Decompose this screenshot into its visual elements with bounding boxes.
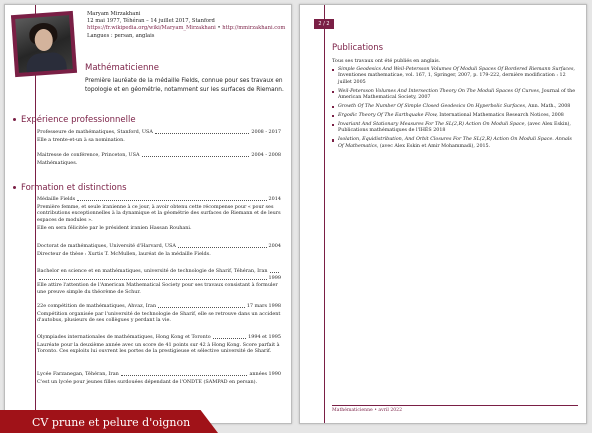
list-item: Isolation, Equidistribution, And Orbit Closures For The SL(2,R) Action On Moduli Space. Annals Of Mathematics, (avec Alex Eskin et Amir Mohammadi), 2015.	[332, 137, 578, 150]
education-item: Olympiades internationales de mathématiques, Hong Kong et Toronto 1994 et 1995 Lauréate pour la deuxième année avec un score de 41 points sur 42 à Hong Kong. Score parfait à Toronto. Ces exploits lui ouvrent les portes de la prestigieuse et sélective université de Sharif.	[37, 334, 281, 355]
experience-item: Professeure de mathématiques, Stanford, USA 2008 - 2017 Elle a trente-et-un à sa nomination.	[37, 129, 281, 143]
summary-text: Première lauréate de la médaille Fields, connue pour ses travaux en topologie et en géométrie, notamment sur les surfaces de Riemann.	[85, 78, 284, 93]
bullet-dot-icon	[13, 186, 16, 189]
publications-intro: Tous ses travaux ont été publiés en anglais.	[332, 58, 441, 64]
template-label: CV prune et pelure d'oignon	[32, 416, 191, 429]
accent-vertical-line	[324, 5, 325, 423]
education-item: Doctorat de mathématiques, Université d'Harvard, USA 2004 Directeur de thèse : Xurtis T. McMullen, lauréat de la médaille Fields.	[37, 243, 281, 257]
education-item: Médaille Fields 2014 Première femme, et seule iranienne à ce jour, à avoir obtenu cette récompense pour « pour ses contributions exceptionnelles à la dynamique et la géométrie des surfaces de Riemann et de leurs espaces de modules ». Elle en sera félicitée par le président iranien Hassan Rouhani.	[37, 196, 281, 232]
page-footer: Mathématicienne • avril 2022	[332, 405, 578, 413]
profile-photo	[15, 15, 73, 73]
education-heading: Formation et distinctions	[13, 183, 283, 193]
experience-heading: Expérience professionnelle	[13, 115, 283, 125]
wikipedia-link[interactable]: https://fr.wikipedia.org/wiki/Maryam_Mirzakhani	[87, 25, 216, 32]
list-item: Growth Of The Number Of Simple Closed Geodesics On Hyperbolic Surfaces, Ann. Math., 2008	[332, 104, 578, 110]
cv-page-1	[4, 4, 292, 424]
page-number-badge: 2 / 2	[314, 19, 334, 29]
cv-page-2	[299, 4, 587, 424]
education-item: Lycée Farzanegan, Téhéran, Iran années 1990 C'est un lycée pour jeunes filles surdouées dépendant de l'ONDTE (SAMPAD en persan).	[37, 371, 281, 385]
life-dates: 12 mai 1977, Téhéran – 14 juillet 2017, Stanford	[87, 18, 215, 25]
education-item: Bachelor en science et en mathématiques, université de technologie de Sharif, Téhéran, Iran 1999 Elle attire l'attention de l'American Mathematical Society pour ses travaux consistant à formuler une preuve simple du théorème de Schur.	[37, 268, 281, 295]
list-item: Weil-Petersson Volumes And Intersection Theory On The Moduli Spaces Of Curves, Journal of the American Mathematical Society, 2007	[332, 89, 578, 102]
list-item: Ergodic Theory Of The Earthquake Flow, International Mathematics Research Notices, 2008	[332, 113, 578, 119]
job-title: Mathématicienne	[85, 63, 159, 73]
list-item: Simple Geodesics And Weil-Petersson Volumes Of Moduli Spaces Of Bordered Riemann Surfaces, Inventiones mathematicae, vol. 167, 1, Springer, 2007, p. 179-222, dernière modification : 12 juillet 2005	[332, 67, 578, 86]
website-link[interactable]: http://mmirzakhani.com	[222, 25, 286, 32]
publications-heading: Publications	[332, 43, 384, 53]
person-name: Maryam Mirzakhani	[87, 11, 141, 17]
list-item: Invariant And Stationary Measures For The SL(2,R) Action On Moduli Space, (avec Alex Eskin), Publications mathématiques de l'IHÉS 2018	[332, 122, 578, 135]
languages: Langues : persan, anglais	[87, 32, 155, 39]
profile-photo-frame	[11, 11, 77, 77]
bullet-dot-icon	[13, 118, 16, 121]
publications-list	[332, 67, 578, 152]
experience-item: Maitresse de conférence, Princeton, USA 2004 - 2008 Mathématiques.	[37, 152, 281, 166]
education-item: 22e compétition de mathématiques, Ahvaz, Iran 17 mars 1998 Compétition organisée par l'université de technologie de Sharif, elle se retrouve dans un accident d'autobus, plusieurs de ses collègues y perdant la vie.	[37, 303, 281, 324]
header-contact: Maryam Mirzakhani 12 mai 1977, Téhéran – 14 juillet 2017, Stanford https://fr.wikipedia.org/wiki/Maryam_Mirzakhani • http://mmirzakhani.com Langues : persan, anglais	[87, 11, 286, 39]
